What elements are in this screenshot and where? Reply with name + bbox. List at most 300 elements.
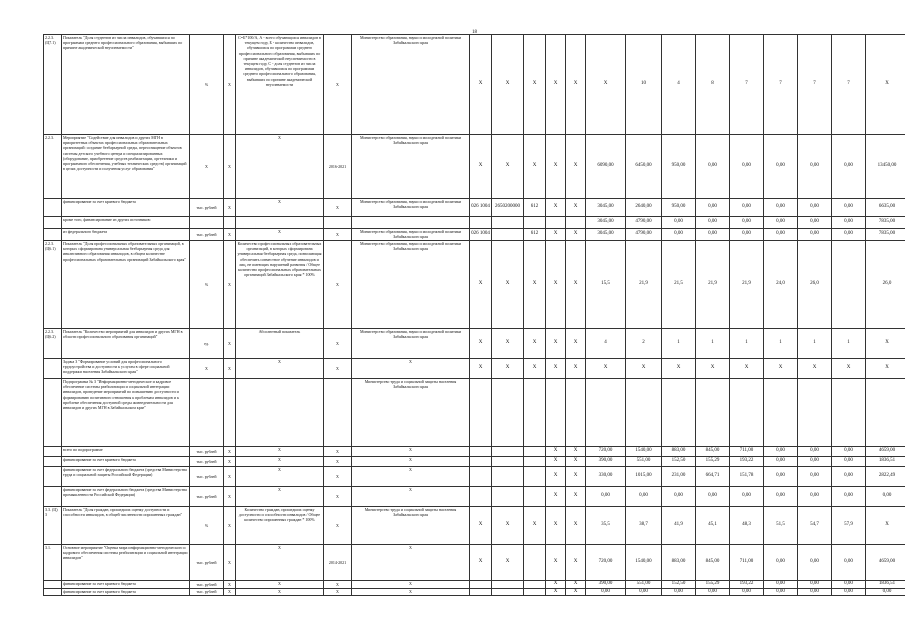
table-row — [44, 329, 905, 359]
row-code-3: Х — [524, 241, 546, 329]
row-final: Х — [866, 329, 905, 359]
row-code-2: Х — [492, 359, 524, 379]
row-years — [324, 217, 352, 229]
row-year-value: 51,5 — [764, 507, 798, 545]
row-code-5: Х — [566, 35, 586, 135]
row-unit: тыс. рублей — [190, 467, 224, 487]
row-final: 4659,00 — [866, 545, 905, 581]
row-year-value: 0,00 — [730, 487, 764, 507]
row-code-3 — [524, 545, 546, 581]
row-year-value: 0,00 — [798, 487, 832, 507]
row-total: 6090,00 — [586, 135, 626, 199]
row-year-value: 152,50 — [662, 581, 696, 589]
row-code-3 — [524, 457, 546, 467]
row-number: 3.1. — [44, 545, 62, 581]
table-row — [44, 545, 905, 581]
row-year-value: 48,3 — [730, 507, 764, 545]
row-number — [44, 487, 62, 507]
row-year-value: 21,9 — [730, 241, 764, 329]
row-year-value: 4790,00 — [626, 229, 662, 241]
row-code-2 — [492, 217, 524, 229]
row-year-value: 2 — [626, 329, 662, 359]
row-final: Х — [866, 507, 905, 545]
row-unit — [190, 379, 224, 447]
row-source: Х — [224, 241, 236, 329]
row-year-value: Х — [832, 359, 866, 379]
row-executor: Министерство образования, науки и молодежной политики Забайкальского края — [352, 241, 470, 329]
row-year-value: 0,00 — [798, 545, 832, 581]
row-total: 0,00 — [586, 487, 626, 507]
row-year-value: 0,00 — [730, 588, 764, 596]
row-final: 0,00 — [866, 588, 905, 596]
row-code-1: 026 1004 — [470, 229, 492, 241]
row-code-3 — [524, 447, 546, 457]
row-method: Х — [236, 545, 324, 581]
row-year-value: 0,00 — [696, 487, 730, 507]
row-year-value: 0,00 — [798, 229, 832, 241]
row-code-1: Х — [470, 359, 492, 379]
row-code-5: Х — [566, 487, 586, 507]
row-source: Х — [224, 588, 236, 596]
row-year-value: 193,22 — [730, 581, 764, 589]
row-source — [224, 217, 236, 229]
row-year-value: Х — [764, 359, 798, 379]
row-number: 2.2.3. (Ц6.1) — [44, 241, 62, 329]
row-code-5: Х — [566, 241, 586, 329]
row-method: Абсолютный показатель — [236, 329, 324, 359]
row-year-value: 0,00 — [626, 588, 662, 596]
row-code-2 — [492, 467, 524, 487]
row-total: 720,00 — [586, 447, 626, 457]
row-method: Х — [236, 199, 324, 217]
row-unit: тыс. рублей — [190, 545, 224, 581]
row-years: Х — [324, 199, 352, 217]
row-method — [236, 379, 324, 447]
row-year-value — [832, 379, 866, 447]
row-method: Х — [236, 581, 324, 589]
row-year-value: 7 — [764, 35, 798, 135]
row-executor: Министерство труда и социальной защиты населения Забайкальского края — [352, 507, 470, 545]
table-row — [44, 229, 905, 241]
row-year-value: 8 — [696, 35, 730, 135]
row-code-4: Х — [546, 447, 566, 457]
row-year-value: 0,00 — [832, 545, 866, 581]
row-code-2 — [492, 588, 524, 596]
row-year-value: 54,7 — [798, 507, 832, 545]
row-code-1: Х — [470, 507, 492, 545]
row-code-5: Х — [566, 329, 586, 359]
row-method: Количество профессиональных образовательных организаций, в которых сформирована универсальная безбарьерная среда, позволяющая обеспечить совместное обучение инвалидов и лиц, не имеющих нарушений развития / Общее количество профессиональных образовательных организаций Забайкальского края * 100% — [236, 241, 324, 329]
row-year-value: 0,00 — [696, 229, 730, 241]
row-code-2: Х — [492, 241, 524, 329]
row-year-value: 0,00 — [662, 217, 696, 229]
row-code-4: Х — [546, 135, 566, 199]
row-method: С=Б*100/А, А - всего обучающихся инвалидов в текущем году, Б - количество инвалидов, обучавшихся по программам среднего профессионального образования, выбывших по причине академической неуспеваемости в текущем году, С - доля студентов из числа инвалидов, обучавшихся по программам среднего профессионального образования, выбывших по причине академической неуспеваемости — [236, 35, 324, 135]
row-year-value: Х — [696, 359, 730, 379]
row-code-4: Х — [546, 359, 566, 379]
table-row — [44, 135, 905, 199]
row-year-value: 0,00 — [730, 135, 764, 199]
row-year-value — [662, 379, 696, 447]
row-code-4: Х — [546, 507, 566, 545]
row-code-4: Х — [546, 199, 566, 217]
row-code-4: Х — [546, 467, 566, 487]
row-name: Показатель "Доля профессиональных образовательных организаций, в которых сформирована универсальная безбарьерная среда для инклюзивного образования инвалидов, в общем количестве профессиональных образовательных организаций Забайкальского края" — [62, 241, 190, 329]
row-unit: тыс. рублей — [190, 487, 224, 507]
row-code-2: Х — [492, 507, 524, 545]
row-year-value: 0,00 — [662, 487, 696, 507]
row-source: Х — [224, 329, 236, 359]
row-code-5 — [566, 379, 586, 447]
row-year-value: 6450,00 — [626, 135, 662, 199]
row-year-value: 1 — [798, 329, 832, 359]
row-year-value: 0,00 — [730, 229, 764, 241]
row-total: 390,00 — [586, 581, 626, 589]
row-code-5: Х — [566, 359, 586, 379]
row-final: Х — [866, 359, 905, 379]
row-number: 2.2.3. — [44, 135, 62, 199]
row-executor: Министерство образования, науки и молодежной политики Забайкальского края — [352, 35, 470, 135]
row-total: 4 — [586, 329, 626, 359]
row-executor: Х — [352, 581, 470, 589]
row-code-3: Х — [524, 507, 546, 545]
row-code-5: Х — [566, 447, 586, 457]
row-year-value: 1540,00 — [626, 447, 662, 457]
row-code-4: Х — [546, 588, 566, 596]
row-code-1: Х — [470, 135, 492, 199]
row-year-value: 0,00 — [696, 217, 730, 229]
row-year-value: 950,00 — [662, 135, 696, 199]
row-code-4: Х — [546, 35, 566, 135]
row-year-value: 0,00 — [764, 199, 798, 217]
row-year-value: 21,5 — [662, 241, 696, 329]
row-code-5: Х — [566, 467, 586, 487]
row-year-value: 152,50 — [662, 457, 696, 467]
row-year-value — [730, 379, 764, 447]
row-source: Х — [224, 359, 236, 379]
row-year-value: 0,00 — [662, 588, 696, 596]
row-source: Х — [224, 447, 236, 457]
row-code-5: Х — [566, 457, 586, 467]
row-code-5: Х — [566, 199, 586, 217]
row-code-3 — [524, 467, 546, 487]
table-row — [44, 588, 905, 596]
row-name: кроме того, финансирование из других источников: — [62, 217, 190, 229]
row-year-value: 2640,00 — [626, 199, 662, 217]
row-code-3: Х — [524, 135, 546, 199]
row-years: Х — [324, 457, 352, 467]
row-code-1 — [470, 581, 492, 589]
row-code-1 — [470, 447, 492, 457]
row-code-3: Х — [524, 329, 546, 359]
row-code-2: Х — [492, 35, 524, 135]
row-final: Х — [866, 35, 905, 135]
row-code-1: Х — [470, 545, 492, 581]
row-final: 2822,49 — [866, 467, 905, 487]
row-year-value: 845,00 — [696, 447, 730, 457]
row-year-value — [832, 241, 866, 329]
row-number — [44, 199, 62, 217]
row-code-3 — [524, 487, 546, 507]
row-code-3: 612 — [524, 199, 546, 217]
row-method: Количество граждан, прошедших оценку доступности и способности инвалидов / Общее количество опрошенных граждан * 100% — [236, 507, 324, 545]
row-source: Х — [224, 487, 236, 507]
row-final: 6635,00 — [866, 199, 905, 217]
row-name: Задача 3 "Формирование условий для профессионального трудоустройства и доступности к услугам в сфере социальной поддержки населения Забайкальского края" — [62, 359, 190, 379]
row-years: Х — [324, 588, 352, 596]
row-code-4: Х — [546, 487, 566, 507]
row-year-value: 1 — [764, 329, 798, 359]
row-year-value: 1 — [730, 329, 764, 359]
row-executor: Х — [352, 359, 470, 379]
row-code-5: Х — [566, 507, 586, 545]
row-name: финансирование за счет краевого бюджета — [62, 581, 190, 589]
row-year-value: 7 — [730, 35, 764, 135]
row-year-value: 155,29 — [696, 581, 730, 589]
row-final: 13450,00 — [866, 135, 905, 199]
row-unit: ед. — [190, 329, 224, 359]
row-year-value: 0,00 — [832, 487, 866, 507]
row-code-2: Х — [492, 329, 524, 359]
row-code-5 — [566, 217, 586, 229]
row-year-value — [626, 379, 662, 447]
table-row — [44, 467, 905, 487]
row-year-value: 1 — [696, 329, 730, 359]
row-code-3: Х — [524, 35, 546, 135]
row-year-value: 883,00 — [662, 447, 696, 457]
row-source: Х — [224, 135, 236, 199]
row-total: 0,00 — [586, 588, 626, 596]
row-executor: Х — [352, 588, 470, 596]
row-executor: Х — [352, 467, 470, 487]
row-year-value: 10 — [626, 35, 662, 135]
row-code-1: 026 1004 — [470, 199, 492, 217]
row-method: Х — [236, 359, 324, 379]
row-year-value: 0,00 — [798, 588, 832, 596]
row-total: 720,00 — [586, 545, 626, 581]
row-years: Х — [324, 447, 352, 457]
row-code-2: Х — [492, 135, 524, 199]
row-unit: тыс. рублей — [190, 588, 224, 596]
row-number — [44, 229, 62, 241]
row-method — [236, 217, 324, 229]
table-row — [44, 581, 905, 589]
row-year-value: 0,00 — [764, 588, 798, 596]
row-years: 2014-2021 — [324, 545, 352, 581]
row-year-value: 0,00 — [832, 199, 866, 217]
row-unit: тыс. рублей — [190, 447, 224, 457]
row-source: Х — [224, 457, 236, 467]
row-source: Х — [224, 507, 236, 545]
row-code-2 — [492, 581, 524, 589]
row-number — [44, 447, 62, 457]
row-year-value: 0,00 — [696, 135, 730, 199]
row-final: 1836,51 — [866, 457, 905, 467]
row-code-5: Х — [566, 135, 586, 199]
row-year-value: 45,1 — [696, 507, 730, 545]
row-total: Х — [586, 359, 626, 379]
row-year-value: 0,00 — [832, 588, 866, 596]
row-unit: Х — [190, 135, 224, 199]
row-year-value — [696, 379, 730, 447]
row-code-1: Х — [470, 241, 492, 329]
row-name: Подпрограмма № 3 "Информационно-методическое и кадровое обеспечение системы реабилитации и социальной интеграции инвалидов, проведение мероприятий по повышению доступности и формированию позитивного отношения к проблемам инвалидов и к проблеме обеспечения доступной среды жизнедеятельности для инвалидов и других МГН в Забайкальском крае" — [62, 379, 190, 447]
row-method: Х — [236, 447, 324, 457]
row-code-1 — [470, 457, 492, 467]
row-name: финансирование за счет краевого бюджета — [62, 457, 190, 467]
row-code-3: 612 — [524, 229, 546, 241]
table-row — [44, 447, 905, 457]
row-name: финансирование за счет федерального бюджета (средства Министерства труда и социальной защиты Российской Федерации) — [62, 467, 190, 487]
row-name: Мероприятие "Содействие для инвалидов и других МГН в приоритетных объектах профессиональных образовательных организаций: создание безбарьерной среды, переоснащение объектов системы детского учебного центра и специализированных (оборудование, приобретение средств реабилитации, оргтехники и программного обеспечения, учебных технических средств) организаций в целях доступности и получения услуг образования" — [62, 135, 190, 199]
row-year-value: 7 — [832, 35, 866, 135]
row-total: 35,5 — [586, 507, 626, 545]
row-final: 4659,00 — [866, 447, 905, 457]
row-executor — [352, 217, 470, 229]
row-unit: тыс. рублей — [190, 199, 224, 217]
row-executor: Х — [352, 545, 470, 581]
row-year-value: 1540,00 — [626, 545, 662, 581]
row-name: финансирование за счет краевого бюджета — [62, 199, 190, 217]
row-name: Основное мероприятие "Оценка мира информационно-методического и кадрового обеспечения системы реабилитации и социальной интеграции инвалидов" — [62, 545, 190, 581]
row-year-value: 0,00 — [798, 457, 832, 467]
table-row — [44, 199, 905, 217]
row-code-1 — [470, 217, 492, 229]
row-number — [44, 359, 62, 379]
row-year-value: 0,00 — [764, 487, 798, 507]
row-code-4: Х — [546, 457, 566, 467]
row-year-value: 41,9 — [662, 507, 696, 545]
row-years: Х — [324, 507, 352, 545]
row-year-value: 0,00 — [696, 199, 730, 217]
row-year-value: 193,22 — [730, 457, 764, 467]
row-code-4: Х — [546, 581, 566, 589]
row-code-3 — [524, 217, 546, 229]
row-code-5: Х — [566, 545, 586, 581]
row-year-value: 24,0 — [764, 241, 798, 329]
row-number — [44, 467, 62, 487]
table-row — [44, 359, 905, 379]
row-year-value: 0,00 — [832, 457, 866, 467]
row-code-3: Х — [524, 359, 546, 379]
row-executor: Министерство образования, науки и молодежной политики Забайкальского края — [352, 135, 470, 199]
row-years: Х — [324, 359, 352, 379]
row-number — [44, 588, 62, 596]
row-executor: Х — [352, 447, 470, 457]
row-code-2 — [492, 229, 524, 241]
row-code-1: Х — [470, 35, 492, 135]
row-total: 15,5 — [586, 241, 626, 329]
row-year-value: Х — [662, 359, 696, 379]
row-year-value: 0,00 — [730, 217, 764, 229]
row-year-value: 1015,00 — [626, 467, 662, 487]
row-year-value: 1 — [832, 329, 866, 359]
row-year-value: 0,00 — [832, 217, 866, 229]
row-name: финансирование за счет краевого бюджета — [62, 588, 190, 596]
row-year-value: 21,9 — [626, 241, 662, 329]
row-year-value: 950,00 — [662, 199, 696, 217]
row-total: 3045,00 — [586, 217, 626, 229]
table-row — [44, 507, 905, 545]
row-years: Х — [324, 329, 352, 359]
row-code-2 — [492, 447, 524, 457]
row-name: всего по подпрограмме — [62, 447, 190, 457]
row-year-value: 0,00 — [764, 135, 798, 199]
row-method: Х — [236, 588, 324, 596]
row-source: Х — [224, 199, 236, 217]
row-method: Х — [236, 229, 324, 241]
row-name: Показатель "Количество мероприятий для инвалидов и других МГН в области профессионального образования организаций" — [62, 329, 190, 359]
row-year-value: 0,00 — [730, 199, 764, 217]
row-source — [224, 379, 236, 447]
row-year-value: 0,00 — [764, 545, 798, 581]
row-year-value: 0,00 — [798, 199, 832, 217]
row-year-value: 0,00 — [696, 588, 730, 596]
row-code-2 — [492, 457, 524, 467]
row-years: Х — [324, 229, 352, 241]
row-code-3 — [524, 379, 546, 447]
row-executor: Министерство образования, науки и молодежной политики Забайкальского края — [352, 199, 470, 217]
row-number: 3.3. (Ц) 3 — [44, 507, 62, 545]
row-number — [44, 581, 62, 589]
row-unit: Х — [190, 359, 224, 379]
row-year-value: 4 — [662, 35, 696, 135]
row-executor: Министерство образования, науки и молодежной политики Забайкальского края — [352, 229, 470, 241]
row-years: 2016-2021 — [324, 135, 352, 199]
row-total: 3045,00 — [586, 229, 626, 241]
row-final — [866, 379, 905, 447]
row-number: 2.2.3. (Ц7.1) — [44, 35, 62, 135]
row-years: Х — [324, 487, 352, 507]
row-year-value: 0,00 — [764, 467, 798, 487]
row-year-value: 57,9 — [832, 507, 866, 545]
row-year-value: 883,00 — [662, 545, 696, 581]
row-year-value: 0,00 — [798, 581, 832, 589]
table-row — [44, 217, 905, 229]
row-name: из федерального бюджета — [62, 229, 190, 241]
row-total: 3045,00 — [586, 199, 626, 217]
row-year-value: 0,00 — [832, 135, 866, 199]
row-year-value: 0,00 — [798, 217, 832, 229]
row-year-value: 0,00 — [764, 457, 798, 467]
row-unit: % — [190, 241, 224, 329]
row-executor: Министерство образования, науки и молодежной политики Забайкальского края — [352, 329, 470, 359]
row-year-value: 0,00 — [832, 447, 866, 457]
row-unit: тыс. рублей — [190, 229, 224, 241]
row-executor: Министерство труда и социальной защиты населения Забайкальского края — [352, 379, 470, 447]
row-year-value: 0,00 — [798, 467, 832, 487]
program-table — [43, 34, 905, 596]
row-code-4: Х — [546, 229, 566, 241]
row-code-4 — [546, 217, 566, 229]
row-final: 0,00 — [866, 487, 905, 507]
row-unit: тыс. рублей — [190, 457, 224, 467]
row-year-value: 151,78 — [730, 467, 764, 487]
table-row — [44, 487, 905, 507]
row-executor: Х — [352, 487, 470, 507]
row-source: Х — [224, 229, 236, 241]
row-total: 390,00 — [586, 457, 626, 467]
row-final: 1836,51 — [866, 581, 905, 589]
row-year-value: 4790,00 — [626, 217, 662, 229]
row-code-2: 2650200000 — [492, 199, 524, 217]
row-year-value: 38,7 — [626, 507, 662, 545]
row-total: 330,00 — [586, 467, 626, 487]
row-code-3 — [524, 588, 546, 596]
row-unit: % — [190, 507, 224, 545]
row-year-value: 664,71 — [696, 467, 730, 487]
row-years: Х — [324, 467, 352, 487]
